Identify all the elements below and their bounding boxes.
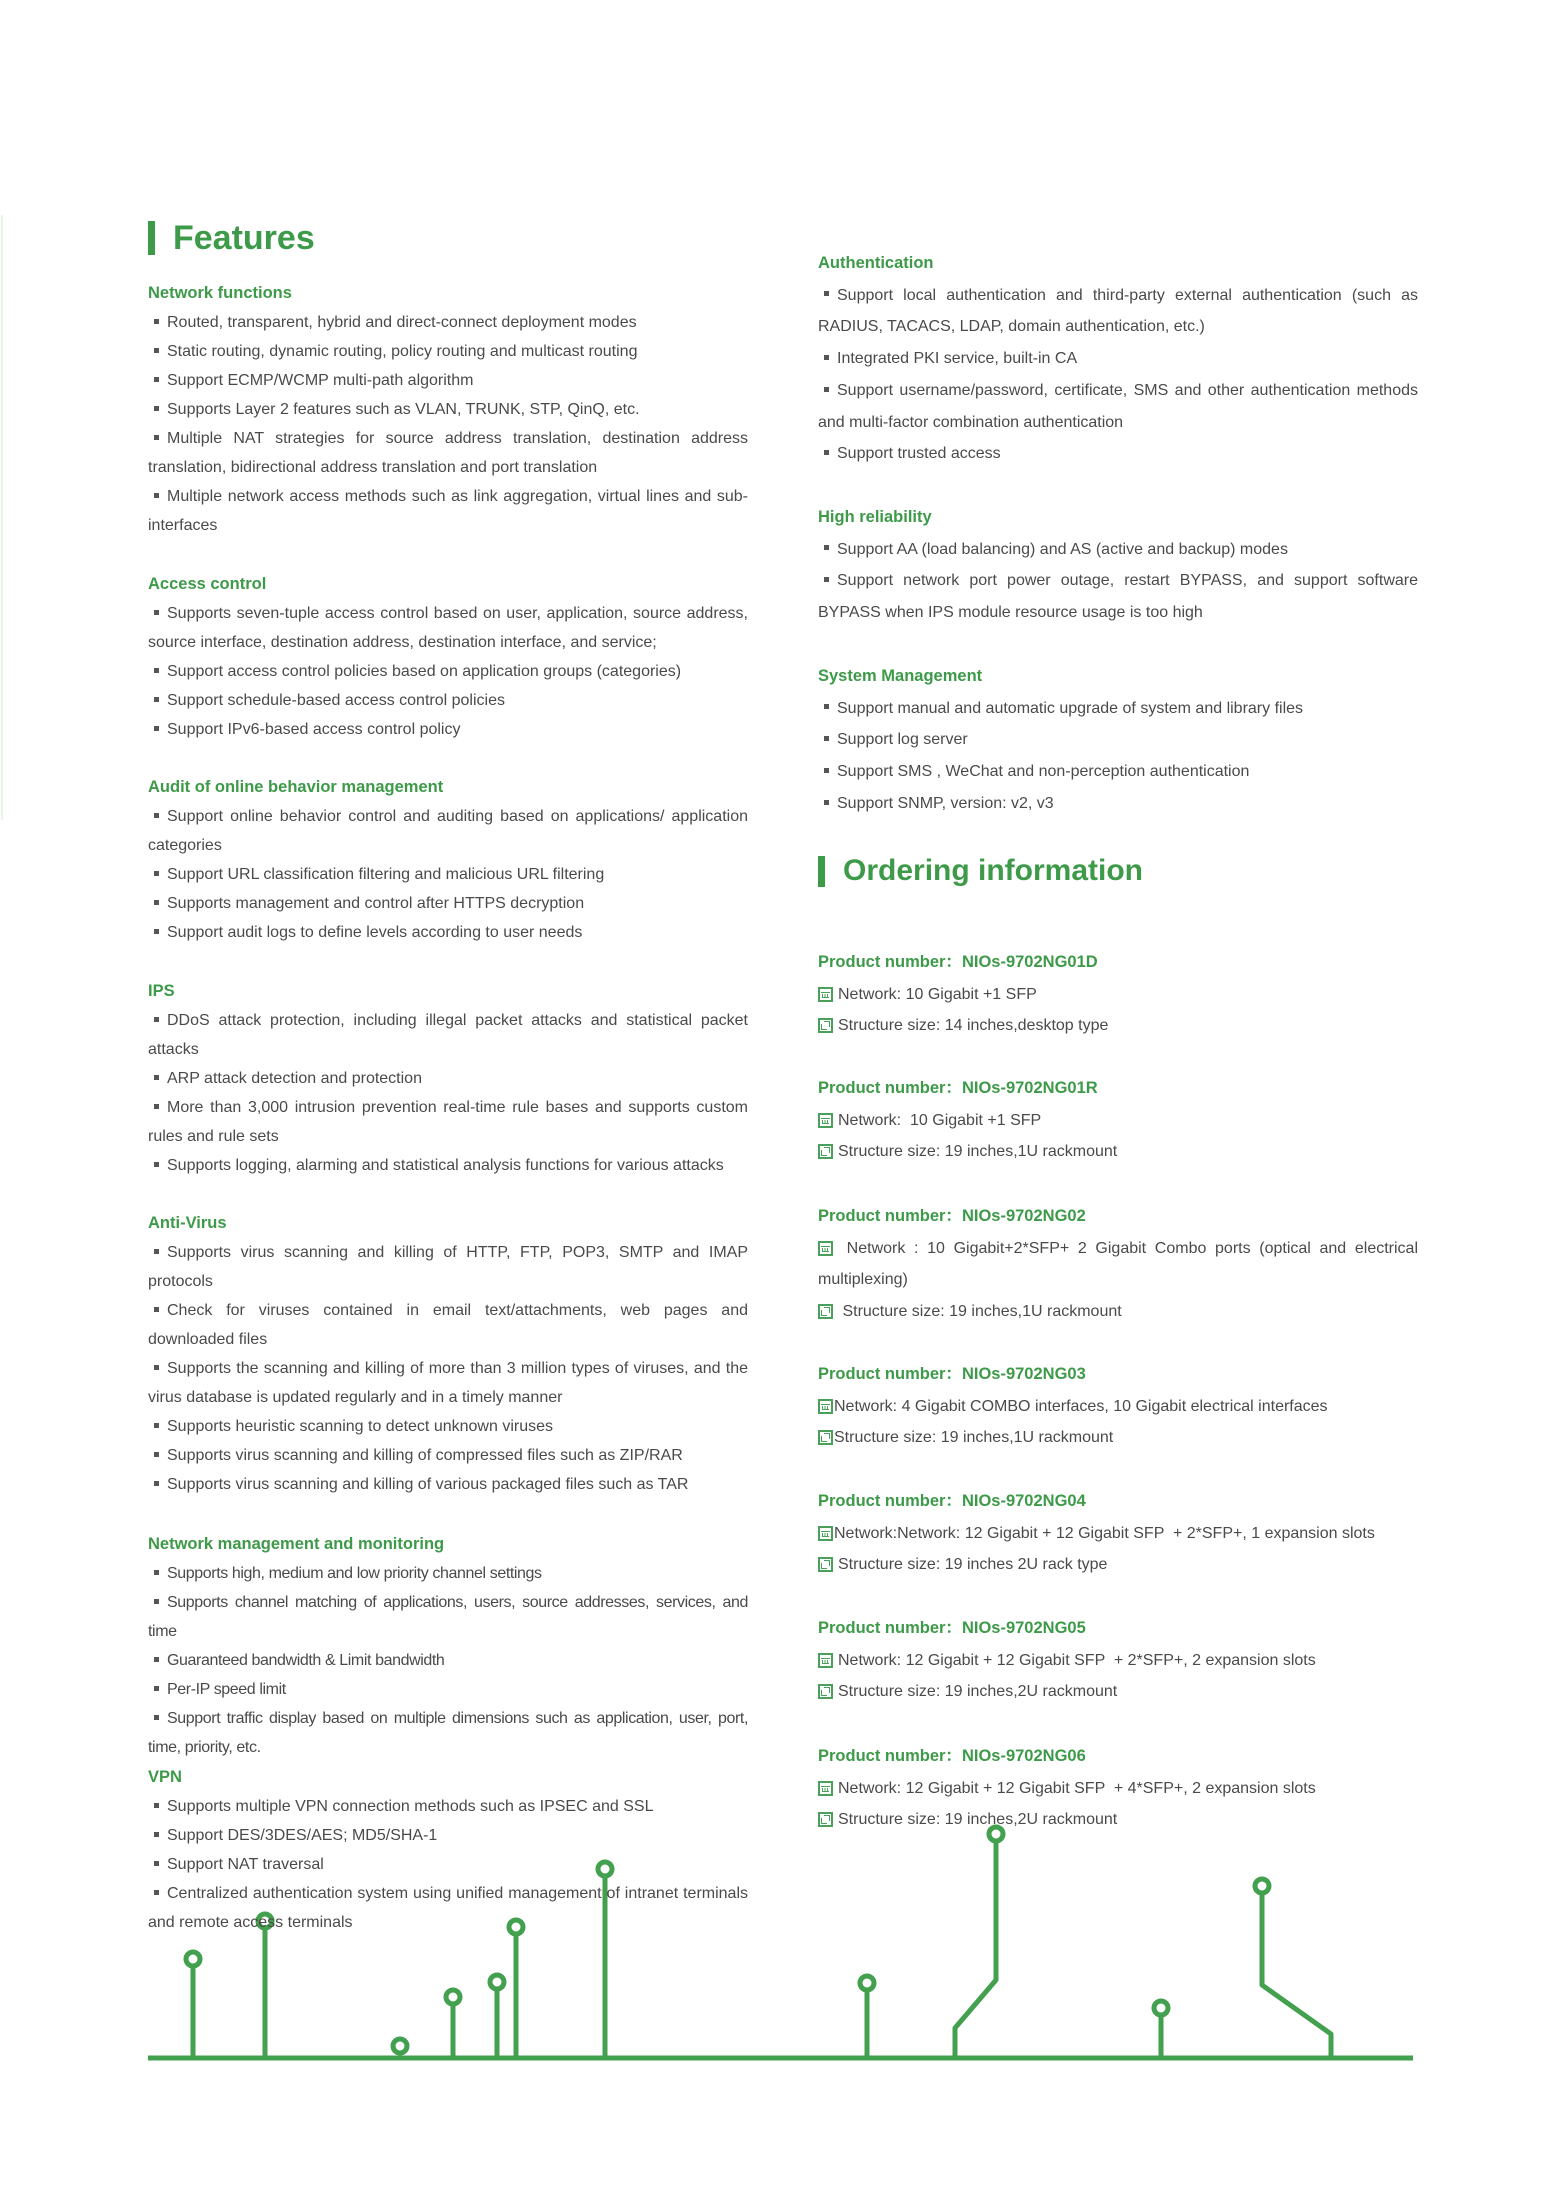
bullet-icon — [824, 704, 829, 709]
product-number — [818, 1073, 1418, 1105]
item-text: Support DES/3DES/AES; MD5/SHA-1 — [167, 1827, 438, 1844]
size-spec — [818, 1804, 1418, 1836]
bullet-icon — [154, 348, 159, 353]
spec-text: Network:Network: 12 Gigabit + 12 Gigabit SFP + 2*SFP+, 1 expansion slots — [834, 1524, 1375, 1542]
size-spec — [818, 1010, 1418, 1042]
item-text: Supports logging, alarming and statistical analysis functions for various attacks — [167, 1157, 724, 1174]
product-number-label: Product number： — [818, 1079, 962, 1097]
list-item — [148, 715, 748, 744]
network-spec — [818, 1518, 1418, 1550]
section-heading: Network management and monitoring — [148, 1535, 445, 1553]
section-heading: Authentication — [818, 254, 934, 272]
list-item — [148, 686, 748, 715]
size-spec — [818, 1296, 1418, 1328]
title-accent-bar — [818, 856, 825, 887]
list-item — [148, 1559, 748, 1588]
spec-text: Network: 12 Gigabit + 12 Gigabit SFP + 4*SFP+, 2 expansion slots — [838, 1779, 1316, 1797]
spec-text: Structure size: 19 inches,1U rackmount — [838, 1143, 1118, 1161]
circuit-trace-1 — [186, 1952, 200, 2058]
list-item — [148, 1064, 748, 1093]
item-text: Support URL classification filtering and malicious URL filtering — [167, 866, 605, 883]
spec-text: Structure size: 19 inches,2U rackmount — [838, 1683, 1118, 1701]
spec-text: Structure size: 19 inches,2U rackmount — [838, 1811, 1118, 1829]
bullet-icon — [154, 493, 159, 498]
product-number-value: NIOs-9702NG01D — [961, 953, 1098, 971]
product-number-label: Product number： — [818, 1207, 962, 1225]
bullet-icon — [824, 355, 829, 360]
item-text: Supports multiple VPN connection methods such as IPSEC and SSL — [167, 1798, 654, 1815]
product-number-value: NIOs-9702NG04 — [961, 1492, 1086, 1510]
item-text: Support IPv6-based access control policy — [167, 721, 461, 738]
bullet-icon — [154, 1365, 159, 1370]
section-heading: High reliability — [818, 508, 932, 526]
section-access-control — [148, 570, 748, 744]
spec-text: Network: 4 Gigabit COMBO interfaces, 10 Gigabit electrical interfaces — [834, 1397, 1328, 1415]
size-expand-icon — [818, 1304, 833, 1319]
circuit-trace-6 — [509, 1920, 523, 2058]
size-spec — [818, 1549, 1418, 1581]
list-item — [148, 1412, 748, 1441]
item-text: Supports heuristic scanning to detect unknown viruses — [167, 1418, 553, 1435]
features-title — [148, 218, 315, 258]
list-item — [148, 1296, 748, 1354]
list-item — [818, 724, 1418, 756]
section-heading: VPN — [148, 1768, 182, 1786]
spec-text: Network: 10 Gigabit +1 SFP — [838, 1111, 1042, 1129]
product-block — [818, 1201, 1418, 1328]
size-spec — [818, 1136, 1418, 1168]
section-anti-virus — [148, 1209, 748, 1499]
features-title-text: Features — [173, 218, 315, 257]
product-number-value: NIOs-9702NG02 — [961, 1207, 1086, 1225]
list-item — [148, 308, 748, 337]
section-ips — [148, 977, 748, 1180]
section-heading: IPS — [148, 982, 175, 1000]
item-text: Support manual and automatic upgrade of system and library files — [837, 699, 1304, 717]
size-expand-icon — [818, 1430, 833, 1445]
item-text: Support username/password, certificate, SMS and other authentication methods and multi-factor combination authentication — [818, 381, 1418, 431]
list-item — [148, 337, 748, 366]
list-item — [148, 1792, 748, 1821]
item-text: Support log server — [837, 731, 968, 749]
bullet-icon — [824, 387, 829, 392]
list-item — [148, 1675, 748, 1704]
bullet-icon — [154, 1249, 159, 1254]
list-item — [148, 424, 748, 482]
bullet-icon — [824, 736, 829, 741]
network-spec — [818, 979, 1418, 1011]
item-text: Integrated PKI service, built-in CA — [837, 350, 1078, 368]
bullet-icon — [824, 291, 829, 296]
item-text: Supports Layer 2 features such as VLAN, TRUNK, STP, QinQ, etc. — [167, 401, 640, 418]
circuit-trace-11 — [1255, 1879, 1331, 2058]
list-item — [148, 918, 748, 947]
product-number — [818, 1486, 1418, 1518]
list-item — [148, 860, 748, 889]
list-item — [148, 395, 748, 424]
product-block — [818, 1486, 1418, 1581]
size-spec — [818, 1676, 1418, 1708]
item-text: Support SNMP, version: v2, v3 — [837, 794, 1054, 812]
product-number-label: Product number： — [818, 953, 962, 971]
network-port-icon — [818, 1241, 833, 1256]
list-item — [818, 343, 1418, 375]
network-spec — [818, 1391, 1418, 1423]
title-accent-bar — [148, 221, 155, 255]
list-item — [818, 375, 1418, 438]
list-item — [818, 693, 1418, 725]
item-text: Support online behavior control and auditing based on applications/ application categories — [148, 808, 748, 854]
list-item — [148, 1151, 748, 1180]
network-spec — [818, 1773, 1418, 1805]
bullet-icon — [154, 610, 159, 615]
bullet-icon — [154, 871, 159, 876]
network-spec — [818, 1105, 1418, 1137]
ordering-title-text: Ordering information — [843, 854, 1143, 887]
item-text: Support traffic display based on multiple dimensions such as application, user, port, time, priority, etc. — [148, 1710, 748, 1756]
bullet-icon — [154, 1452, 159, 1457]
circuit-trace-10 — [1154, 2001, 1168, 2058]
item-text: Support AA (load balancing) and AS (active and backup) modes — [837, 540, 1288, 558]
section-heading: Audit of online behavior management — [148, 778, 444, 796]
section-network-functions — [148, 279, 748, 540]
list-item — [148, 1879, 748, 1937]
item-text: Multiple NAT strategies for source address translation, destination address translation, bidirectional address translation and port translation — [148, 430, 748, 476]
item-text: Supports virus scanning and killing of HTTP, FTP, POP3, SMTP and IMAP protocols — [148, 1244, 748, 1290]
bullet-icon — [154, 1570, 159, 1575]
item-text: Static routing, dynamic routing, policy routing and multicast routing — [167, 343, 638, 360]
spec-text: Network: 10 Gigabit +1 SFP — [838, 985, 1037, 1003]
spec-text: Structure size: 19 inches,1U rackmount — [834, 1429, 1114, 1447]
item-text: Routed, transparent, hybrid and direct-connect deployment modes — [167, 314, 637, 331]
network-port-icon — [818, 1113, 833, 1128]
item-text: Support NAT traversal — [167, 1856, 324, 1873]
network-port-icon — [818, 1399, 833, 1414]
bullet-icon — [154, 435, 159, 440]
list-item — [818, 280, 1418, 343]
item-text: Supports management and control after HTTPS decryption — [167, 895, 585, 912]
list-item — [148, 889, 748, 918]
item-text: Guaranteed bandwidth & Limit bandwidth — [167, 1652, 445, 1669]
item-text: Centralized authentication system using unified management of intranet terminals and remote access terminals — [148, 1885, 748, 1931]
section-high-reliability — [818, 502, 1418, 629]
bullet-icon — [154, 1657, 159, 1662]
bullet-icon — [154, 668, 159, 673]
item-text: Supports high, medium and low priority channel settings — [167, 1565, 542, 1582]
circuit-trace-5 — [490, 1975, 504, 2058]
network-port-icon — [818, 1781, 833, 1796]
list-item — [148, 1354, 748, 1412]
list-item — [818, 534, 1418, 566]
bullet-icon — [154, 813, 159, 818]
section-heading: System Management — [818, 667, 983, 685]
section-network-management — [148, 1530, 748, 1762]
size-expand-icon — [818, 1018, 833, 1033]
list-item — [148, 802, 748, 860]
bullet-icon — [154, 1686, 159, 1691]
item-text: Supports channel matching of applications, users, source addresses, services, and time — [148, 1594, 748, 1640]
bullet-icon — [824, 577, 829, 582]
network-spec — [818, 1645, 1418, 1677]
bullet-icon — [154, 697, 159, 702]
spec-text: Network : 10 Gigabit+2*SFP+ 2 Gigabit Combo ports (optical and electrical multiplexing) — [818, 1239, 1418, 1289]
list-item — [148, 1006, 748, 1064]
bullet-icon — [154, 1017, 159, 1022]
list-item — [148, 1588, 748, 1646]
network-spec — [818, 1233, 1418, 1296]
section-audit — [148, 773, 748, 947]
item-text: ARP attack detection and protection — [167, 1070, 422, 1087]
product-number-value: NIOs-9702NG01R — [961, 1079, 1098, 1097]
item-text: Check for viruses contained in email text/attachments, web pages and downloaded files — [148, 1302, 748, 1348]
spec-text: Structure size: 14 inches,desktop type — [838, 1017, 1109, 1035]
list-item — [148, 1821, 748, 1850]
circuit-trace-9 — [955, 1827, 1003, 2058]
network-port-icon — [818, 1653, 833, 1668]
product-block — [818, 1741, 1418, 1836]
item-text: DDoS attack protection, including illegal packet attacks and statistical packet attacks — [148, 1012, 748, 1058]
bullet-icon — [154, 406, 159, 411]
item-text: Supports virus scanning and killing of various packaged files such as TAR — [167, 1476, 689, 1493]
bullet-icon — [154, 1803, 159, 1808]
bullet-icon — [154, 319, 159, 324]
circuit-trace-3 — [393, 2039, 407, 2053]
bullet-icon — [824, 545, 829, 550]
bullet-icon — [154, 1481, 159, 1486]
list-item — [148, 1704, 748, 1762]
network-port-icon — [818, 987, 833, 1002]
bullet-icon — [154, 1307, 159, 1312]
item-text: Support access control policies based on application groups (categories) — [167, 663, 682, 680]
item-text: More than 3,000 intrusion prevention real-time rule bases and supports custom rules and rule sets — [148, 1099, 748, 1145]
bullet-icon — [154, 1162, 159, 1167]
item-text: Support SMS , WeChat and non-perception authentication — [837, 763, 1250, 781]
bullet-icon — [154, 726, 159, 731]
list-item — [148, 657, 748, 686]
network-port-icon — [818, 1526, 833, 1541]
product-number-value: NIOs-9702NG05 — [961, 1619, 1086, 1637]
bullet-icon — [154, 1890, 159, 1895]
item-text: Supports the scanning and killing of more than 3 million types of viruses, and the virus database is updated regularly and in a timely manner — [148, 1360, 748, 1406]
list-item — [818, 438, 1418, 470]
item-text: Support trusted access — [837, 445, 1001, 463]
item-text: Support ECMP/WCMP multi-path algorithm — [167, 372, 474, 389]
product-number-label: Product number： — [818, 1747, 962, 1765]
section-heading: Network functions — [148, 284, 292, 302]
section-heading: Access control — [148, 575, 267, 593]
size-expand-icon — [818, 1684, 833, 1699]
section-vpn — [148, 1763, 748, 1937]
item-text: Multiple network access methods such as link aggregation, virtual lines and sub-interfaces — [148, 488, 748, 534]
list-item — [148, 1646, 748, 1675]
size-expand-icon — [818, 1144, 833, 1159]
ordering-title — [818, 852, 1143, 890]
item-text: Support local authentication and third-party external authentication (such as RADIUS, TACACS, LDAP, domain authentication, etc.) — [818, 286, 1418, 336]
product-block — [818, 1359, 1418, 1454]
list-item — [148, 1093, 748, 1151]
product-number-value: NIOs-9702NG06 — [961, 1747, 1086, 1765]
product-block — [818, 1613, 1418, 1708]
item-text: Supports virus scanning and killing of compressed files such as ZIP/RAR — [167, 1447, 683, 1464]
bullet-icon — [154, 1599, 159, 1604]
product-number-label: Product number： — [818, 1365, 962, 1383]
bullet-icon — [154, 1104, 159, 1109]
product-number — [818, 1201, 1418, 1233]
product-number-value: NIOs-9702NG03 — [961, 1365, 1086, 1383]
bullet-icon — [154, 1075, 159, 1080]
item-text: Support schedule-based access control policies — [167, 692, 505, 709]
list-item — [148, 1238, 748, 1296]
item-text: Support audit logs to define levels according to user needs — [167, 924, 583, 941]
section-system-management — [818, 661, 1418, 820]
size-expand-icon — [818, 1812, 833, 1827]
list-item — [148, 1850, 748, 1879]
spec-text: Network: 12 Gigabit + 12 Gigabit SFP + 2*SFP+, 2 expansion slots — [838, 1651, 1316, 1669]
circuit-trace-4 — [446, 1990, 460, 2058]
size-spec — [818, 1422, 1418, 1454]
bullet-icon — [824, 800, 829, 805]
list-item — [818, 565, 1418, 628]
bullet-icon — [154, 1861, 159, 1866]
list-item — [148, 1441, 748, 1470]
product-number-label: Product number： — [818, 1492, 962, 1510]
circuit-trace-8 — [860, 1976, 874, 2058]
product-number — [818, 1741, 1418, 1773]
section-authentication — [818, 248, 1418, 470]
list-item — [148, 366, 748, 395]
spec-text: Structure size: 19 inches 2U rack type — [838, 1556, 1108, 1574]
list-item — [818, 756, 1418, 788]
bullet-icon — [154, 900, 159, 905]
product-number-label: Product number： — [818, 1619, 962, 1637]
bullet-icon — [154, 1832, 159, 1837]
product-number — [818, 1359, 1418, 1391]
bullet-icon — [154, 1715, 159, 1720]
list-item — [148, 1470, 748, 1499]
list-item — [148, 482, 748, 540]
bullet-icon — [824, 450, 829, 455]
product-block — [818, 1073, 1418, 1168]
size-expand-icon — [818, 1557, 833, 1572]
spec-text: Structure size: 19 inches,1U rackmount — [838, 1303, 1122, 1321]
bullet-icon — [154, 929, 159, 934]
item-text: Support network port power outage, restart BYPASS, and support software BYPASS when IPS module resource usage is too high — [818, 572, 1418, 622]
product-block — [818, 947, 1418, 1042]
section-heading: Anti-Virus — [148, 1214, 227, 1232]
item-text: Supports seven-tuple access control based on user, application, source address, source interface, destination address, destination interface, and service; — [148, 605, 748, 651]
list-item — [818, 788, 1418, 820]
bullet-icon — [154, 377, 159, 382]
item-text: Per-IP speed limit — [167, 1681, 286, 1698]
list-item — [148, 599, 748, 657]
bullet-icon — [824, 768, 829, 773]
product-number — [818, 947, 1418, 979]
bullet-icon — [154, 1423, 159, 1428]
product-number — [818, 1613, 1418, 1645]
